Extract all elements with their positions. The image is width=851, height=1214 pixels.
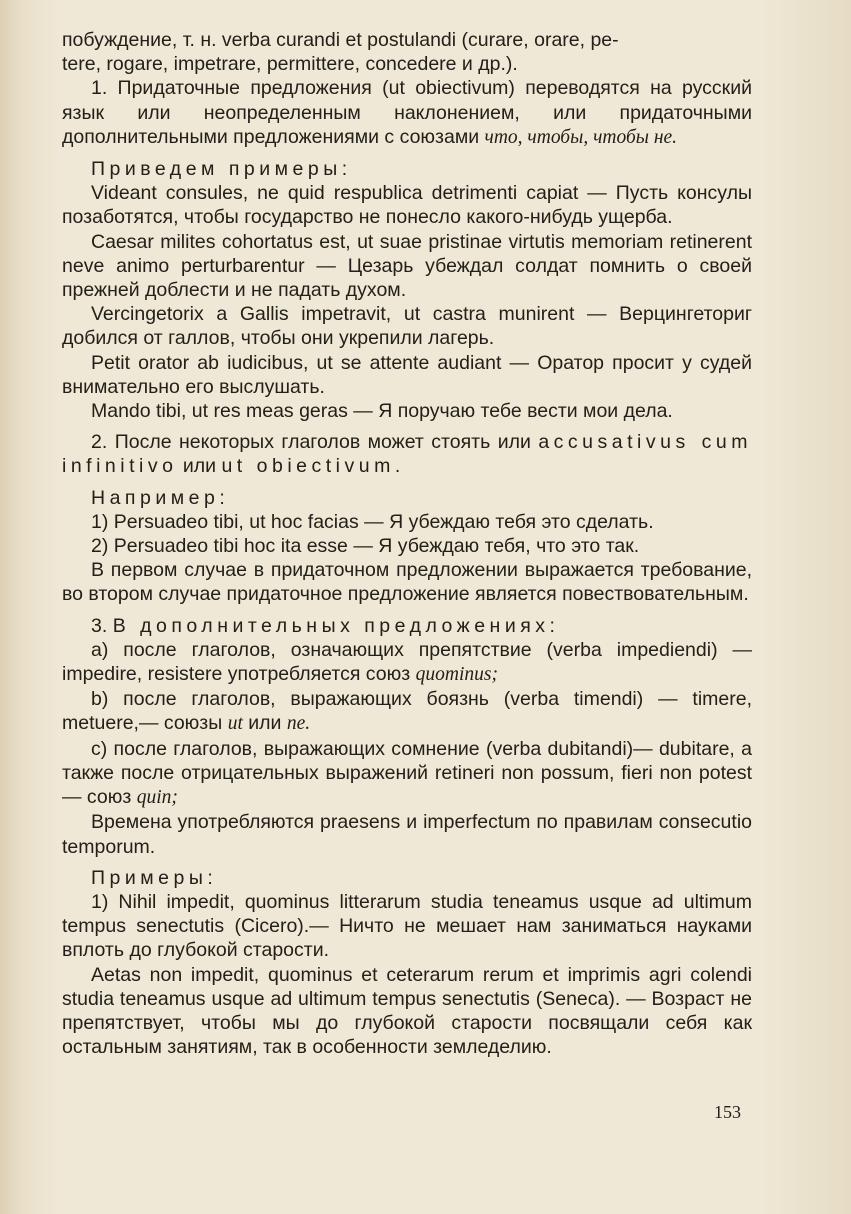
item-b-italic-1: ut bbox=[227, 713, 243, 735]
paragraph-3-number: 3. bbox=[91, 614, 113, 637]
intro-line-2: tere, rogare, impetrare, permittere, concedere и др.). bbox=[62, 53, 518, 76]
tenses-note: Времена употребляются praesens и imperfectum по правилам consecutio temporum. bbox=[62, 811, 752, 858]
final-example-2: Aetas non impedit, quominus et ceterarum rerum et imprimis agri colendi studia teneamus usque ad ultimum tempus senectutis (Seneca). — Возраст не препятствует, чтобы мы до глубокой старости посвящали себя как остальным занятиям, так в особенности земледелию. bbox=[62, 963, 752, 1059]
examples-heading: Приведем примеры: bbox=[91, 158, 352, 181]
final-example-1: 1) Nihil impedit, quominus litterarum studia teneamus usque ad ultimum tempus senectutis (Cicero).— Ничто не мешает нам заниматься науками вплоть до глубокой старости. bbox=[62, 890, 752, 962]
example-1: Videant consules, ne quid respublica detrimenti capiat — Пусть консулы позаботятся, чтобы государство не понесло какого-нибудь ущерба. bbox=[62, 182, 752, 229]
example-3: Vercingetorix a Gallis impetravit, ut castra munirent — Верцингеториг добился от галлов, чтобы они укрепили лагерь. bbox=[62, 303, 752, 350]
page-number: 153 bbox=[714, 1102, 741, 1122]
for-example-heading: Например: bbox=[91, 486, 230, 509]
page-text bbox=[62, 28, 752, 1059]
paragraph-1-italic: что, чтобы, чтобы не. bbox=[484, 126, 678, 148]
item-b-or: или bbox=[242, 712, 287, 735]
item-a-italic: quominus; bbox=[415, 664, 498, 686]
paragraph-2-acc: accusativus cum infinitivo bbox=[62, 431, 752, 478]
item-b-text: b) после глаголов, выражающих боязнь (verba timendi) — timere, metuere,— союзы bbox=[62, 688, 752, 735]
item-c bbox=[62, 737, 752, 811]
numbered-example-2: 2) Persuadeo tibi hoc ita esse — Я убеждаю тебя, что это так. bbox=[91, 535, 640, 558]
paragraph-3 bbox=[62, 614, 752, 638]
example-4: Petit orator ab iudicibus, ut se attente audiant — Оратор просит у судей внимательно его выслушать. bbox=[62, 351, 752, 398]
item-c-text: с) после глаголов, выражающих сомнение (verba dubitandi)— dubitare, а также после отрицательных выражений retineri non possum, fieri non potest — союз bbox=[62, 737, 752, 809]
paragraph-2 bbox=[62, 430, 752, 478]
intro-line-1: побуждение, т. н. verba curandi et postulandi (curare, orare, pe- bbox=[62, 29, 619, 51]
example-5: Mando tibi, ut res meas geras — Я поручаю тебе вести мои дела. bbox=[91, 400, 673, 423]
paragraph-2-text: 2. После некоторых глаголов может стоять или bbox=[91, 431, 539, 454]
paragraph-1 bbox=[62, 76, 752, 150]
item-a bbox=[62, 638, 752, 687]
item-b-italic-2: ne. bbox=[286, 713, 311, 735]
item-a-text: а) после глаголов, означающих препятствие (verba impediendi) — impedire, resistere употребляется союз bbox=[62, 638, 752, 686]
numbered-example-1: 1) Persuadeo tibi, ut hoc facias — Я убеждаю тебя это сделать. bbox=[91, 510, 654, 533]
item-c-italic: quin; bbox=[136, 787, 178, 809]
examples-heading-2: Примеры: bbox=[91, 866, 218, 889]
paragraph-2-or: или bbox=[177, 455, 222, 478]
paragraph-1-text: 1. Придаточные предложения (ut obiectivum) переводятся на русский язык или неопределенным наклонением, или придаточными дополнительными предложениями с союзами bbox=[62, 77, 752, 148]
explanation: В первом случае в придаточном предложении выражается требование, во втором случае придаточное предложение является повествовательным. bbox=[62, 559, 752, 606]
item-b bbox=[62, 687, 752, 736]
example-2: Caesar milites cohortatus est, ut suae pristinae virtutis memoriam retinerent neve animo perturbarentur — Цезарь убеждал солдат помнить о своей прежней доблести и не падать духом. bbox=[62, 230, 752, 302]
paragraph-3-heading: В дополнительных предложениях: bbox=[112, 614, 560, 637]
paragraph-2-ut: ut obiectivum. bbox=[221, 455, 405, 478]
